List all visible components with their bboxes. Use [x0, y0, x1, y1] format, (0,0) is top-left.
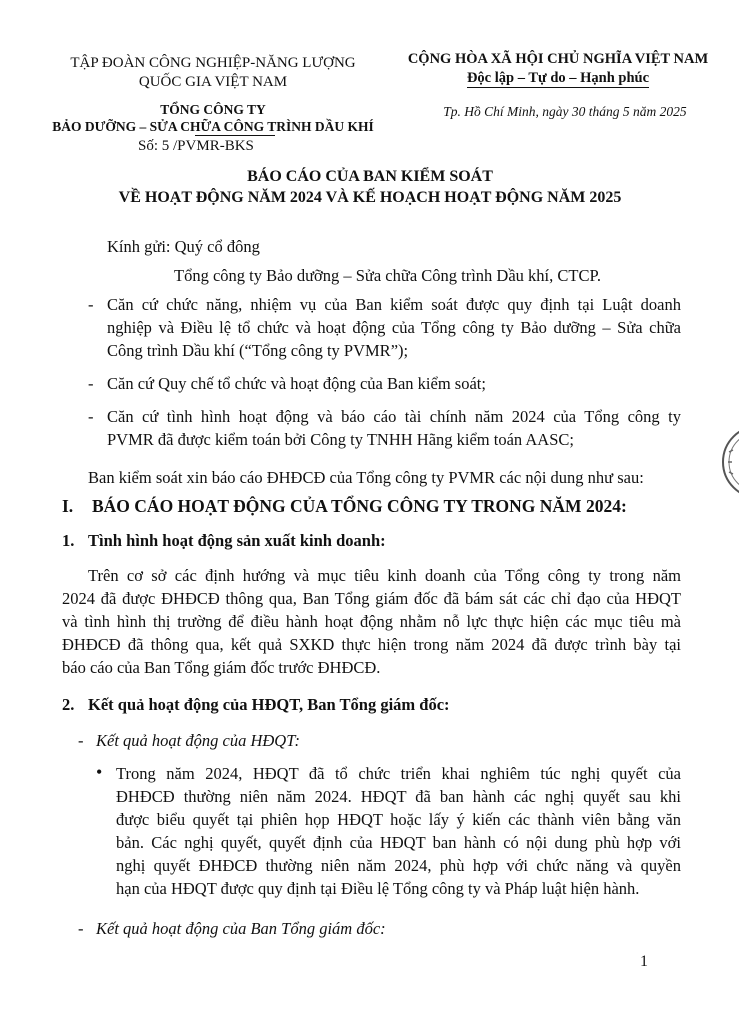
national-title: CỘNG HÒA XÃ HỘI CHỦ NGHĨA VIỆT NAM: [407, 51, 709, 67]
section-1-heading: BÁO CÁO HOẠT ĐỘNG CỦA TỔNG CÔNG TY TRONG NĂM 2024:: [92, 496, 627, 516]
subsection-1-heading: Tình hình hoạt động sản xuất kinh doanh:: [88, 531, 386, 550]
org-line-1: TẬP ĐOÀN CÔNG NGHIỆP-NĂNG LƯỢNG: [70, 55, 356, 71]
subsection-2-number: 2.: [62, 695, 75, 714]
board-line-4: bản. Các nghị quyết, quyết định của HĐQT ban hành có nội dung phù hợp với: [116, 833, 681, 852]
board-line-3: được biểu quyết tại phiên họp HĐQT hoặc lấy ý kiến các thành viên bằng văn: [116, 810, 681, 829]
board-line-1: Trong năm 2024, HĐQT đã tổ chức triển khai nghiêm túc nghị quyết của: [116, 764, 681, 783]
sub1-line-5: báo cáo của Ban Tổng giám đốc trước ĐHĐCĐ.: [62, 658, 381, 677]
sub1-line-4: ĐHĐCĐ đã thông qua, kết quả SXKD thực hiện trong năm 2024 đã được trình bày tại: [62, 635, 681, 654]
basis-1: [107, 293, 681, 362]
salutation-line-2: Tổng công ty Bảo dưỡng – Sửa chữa Công trình Dầu khí, CTCP.: [174, 266, 601, 285]
subsection-1-body: [62, 564, 681, 679]
intro-text: Ban kiểm soát xin báo cáo ĐHĐCĐ của Tổng công ty PVMR các nội dung như sau:: [88, 468, 644, 487]
basis-3-dash: -: [88, 407, 94, 426]
basis-1-line-1: Căn cứ chức năng, nhiệm vụ của Ban kiểm soát được quy định tại Luật doanh: [107, 295, 681, 314]
document-number: Số: 5 /PVMR-BKS: [138, 138, 254, 154]
ceo-results-label: Kết quả hoạt động của Ban Tổng giám đốc:: [96, 919, 386, 938]
sub1-line-3: và tình hình thị trường để điều hành hoạt động nhằm nỗ lực thực hiện các mục tiêu mà: [62, 612, 681, 631]
document-date: Tp. Hồ Chí Minh, ngày 30 tháng 5 năm 2025: [443, 104, 687, 119]
board-results-body: [116, 762, 681, 900]
basis-3-line-2: PVMR đã được kiểm toán bởi Công ty TNHH Hãng kiểm toán AASC;: [107, 430, 574, 449]
board-results-dash: -: [78, 731, 84, 750]
motto-text: Độc lập – Tự do – Hạnh phúc: [466, 70, 650, 86]
subsection-2-heading: Kết quả hoạt động của HĐQT, Ban Tổng giám đốc:: [88, 695, 450, 714]
national-motto: [388, 69, 728, 88]
report-title-line-1: BÁO CÁO CỦA BAN KIỂM SOÁT: [247, 168, 493, 185]
report-title-line-2: VỀ HOẠT ĐỘNG NĂM 2024 VÀ KẾ HOẠCH HOẠT ĐỘNG NĂM 2025: [118, 189, 622, 206]
company-line-2: BẢO DƯỠNG – SỬA CHỮA CÔNG TRÌNH DẦU KHÍ: [52, 119, 374, 134]
ceo-results-dash: -: [78, 919, 84, 938]
board-line-6: hạn của HĐQT được quy định tại Điều lệ Tổng công ty và Pháp luật hiện hành.: [116, 879, 640, 898]
basis-2-line-1: Căn cứ Quy chế tổ chức và hoạt động của Ban kiểm soát;: [107, 374, 486, 393]
stamp-seal-fragment: [715, 422, 739, 502]
basis-3-line-1: Căn cứ tình hình hoạt động và báo cáo tài chính năm 2024 của Tổng công ty: [107, 407, 681, 426]
board-line-5: nghị quyết ĐHĐCĐ thường niên năm 2024, phù hợp với chức năng và quyền: [116, 856, 681, 875]
page-number: 1: [640, 953, 648, 970]
board-line-2: ĐHĐCĐ thường niên năm 2024. HĐQT đã ban hành các nghị quyết sau khi: [116, 787, 681, 806]
sub1-line-1: Trên cơ sở các định hướng và mục tiêu kinh doanh của Tổng công ty trong năm: [88, 566, 681, 585]
board-results-label: Kết quả hoạt động của HĐQT:: [96, 731, 300, 750]
basis-2-dash: -: [88, 374, 94, 393]
section-1-number: I.: [62, 496, 74, 516]
sub1-line-2: 2024 đã được ĐHĐCĐ thông qua, Ban Tổng giám đốc đã bám sát các chỉ đạo của HĐQT: [62, 589, 681, 608]
company-name: [48, 101, 378, 135]
org-line-2: QUỐC GIA VIỆT NAM: [138, 74, 288, 90]
basis-3: [107, 405, 681, 451]
basis-1-dash: -: [88, 295, 94, 314]
subsection-1-number: 1.: [62, 531, 75, 550]
organization-name: [48, 54, 378, 92]
salutation-line-1: Kính gửi: Quý cổ đông: [107, 237, 260, 256]
company-underline: [195, 135, 275, 136]
basis-1-line-3: Công trình Dầu khí (“Tổng công ty PVMR”);: [107, 341, 409, 360]
board-bullet: •: [96, 762, 103, 782]
basis-1-line-2: nghiệp và Điều lệ tổ chức và hoạt động của Tổng công ty Bảo dưỡng – Sửa chữa: [107, 318, 681, 337]
company-line-1: TỔNG CÔNG TY: [160, 102, 266, 117]
